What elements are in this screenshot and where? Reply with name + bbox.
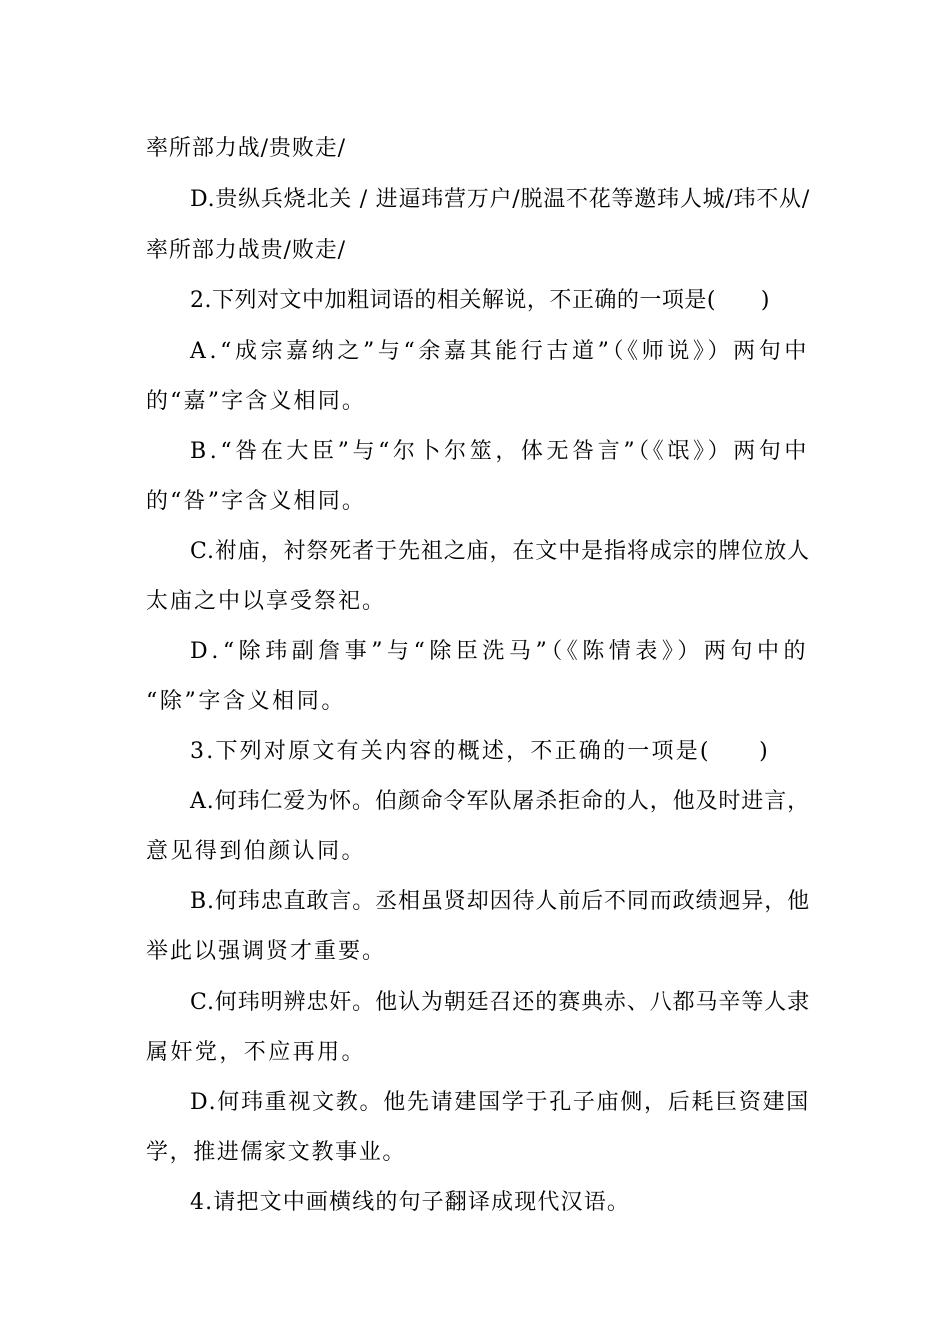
question-4-stem: 4.请把文中画横线的句子翻译成现代汉语。	[190, 1190, 630, 1215]
option-c-line-1: C.祔庙，衬祭死者于先祖之庙，在文中是指将成宗的牌位放人	[190, 539, 810, 564]
option-d-line-2: “除”字含义相同。	[146, 689, 346, 714]
question-2-stem: 2.下列对文中加粗词语的相关解说，不正确的一项是( )	[190, 288, 770, 313]
text-line: 率所部力战贵/败走/	[146, 238, 346, 263]
option-b-line-1: B.“咎在大臣”与“尔卜尔筮，体无咎言”（《氓》）两句中	[190, 439, 810, 464]
option-a-line-2: 的“嘉”字含义相同。	[146, 389, 366, 414]
text-line: D.贵纵兵烧北关 / 进逼玮营万户/脱温不花等邀玮人城/玮不从/	[190, 187, 810, 212]
question-3-stem: 3.下列对原文有关内容的概述，不正确的一项是( )	[190, 739, 770, 764]
option-c-line-2: 属奸党，不应再用。	[146, 1040, 366, 1065]
option-a-line-1: A.“成宗嘉纳之”与“余嘉其能行古道”（《师说》）两句中	[190, 339, 810, 364]
option-b-line-1: B.何玮忠直敢言。丞相虽贤却因待人前后不同而政绩迥异，他	[190, 889, 810, 914]
option-a-line-2: 意见得到伯颜认同。	[146, 839, 366, 864]
option-b-line-2: 举此以强调贤才重要。	[146, 939, 386, 964]
option-d-line-1: D.“除玮副詹事”与“除臣洗马”（《陈情表》）两句中的	[190, 639, 810, 664]
option-a-line-1: A.何玮仁爱为怀。伯颜命令军队屠杀拒命的人，他及时进言，	[190, 789, 810, 814]
option-d-line-1: D.何玮重视文教。他先请建国学于孔子庙侧，后耗巨资建国	[190, 1090, 810, 1115]
option-b-line-2: 的“咎”字含义相同。	[146, 489, 366, 514]
text-line: 率所部力战/贵败走/	[146, 136, 346, 161]
option-c-line-2: 太庙之中以享受祭祀。	[146, 589, 386, 614]
option-c-line-1: C.何玮明辨忠奸。他认为朝廷召还的赛典赤、八都马辛等人隶	[190, 990, 810, 1015]
option-d-line-2: 学，推进儒家文教事业。	[146, 1140, 406, 1165]
